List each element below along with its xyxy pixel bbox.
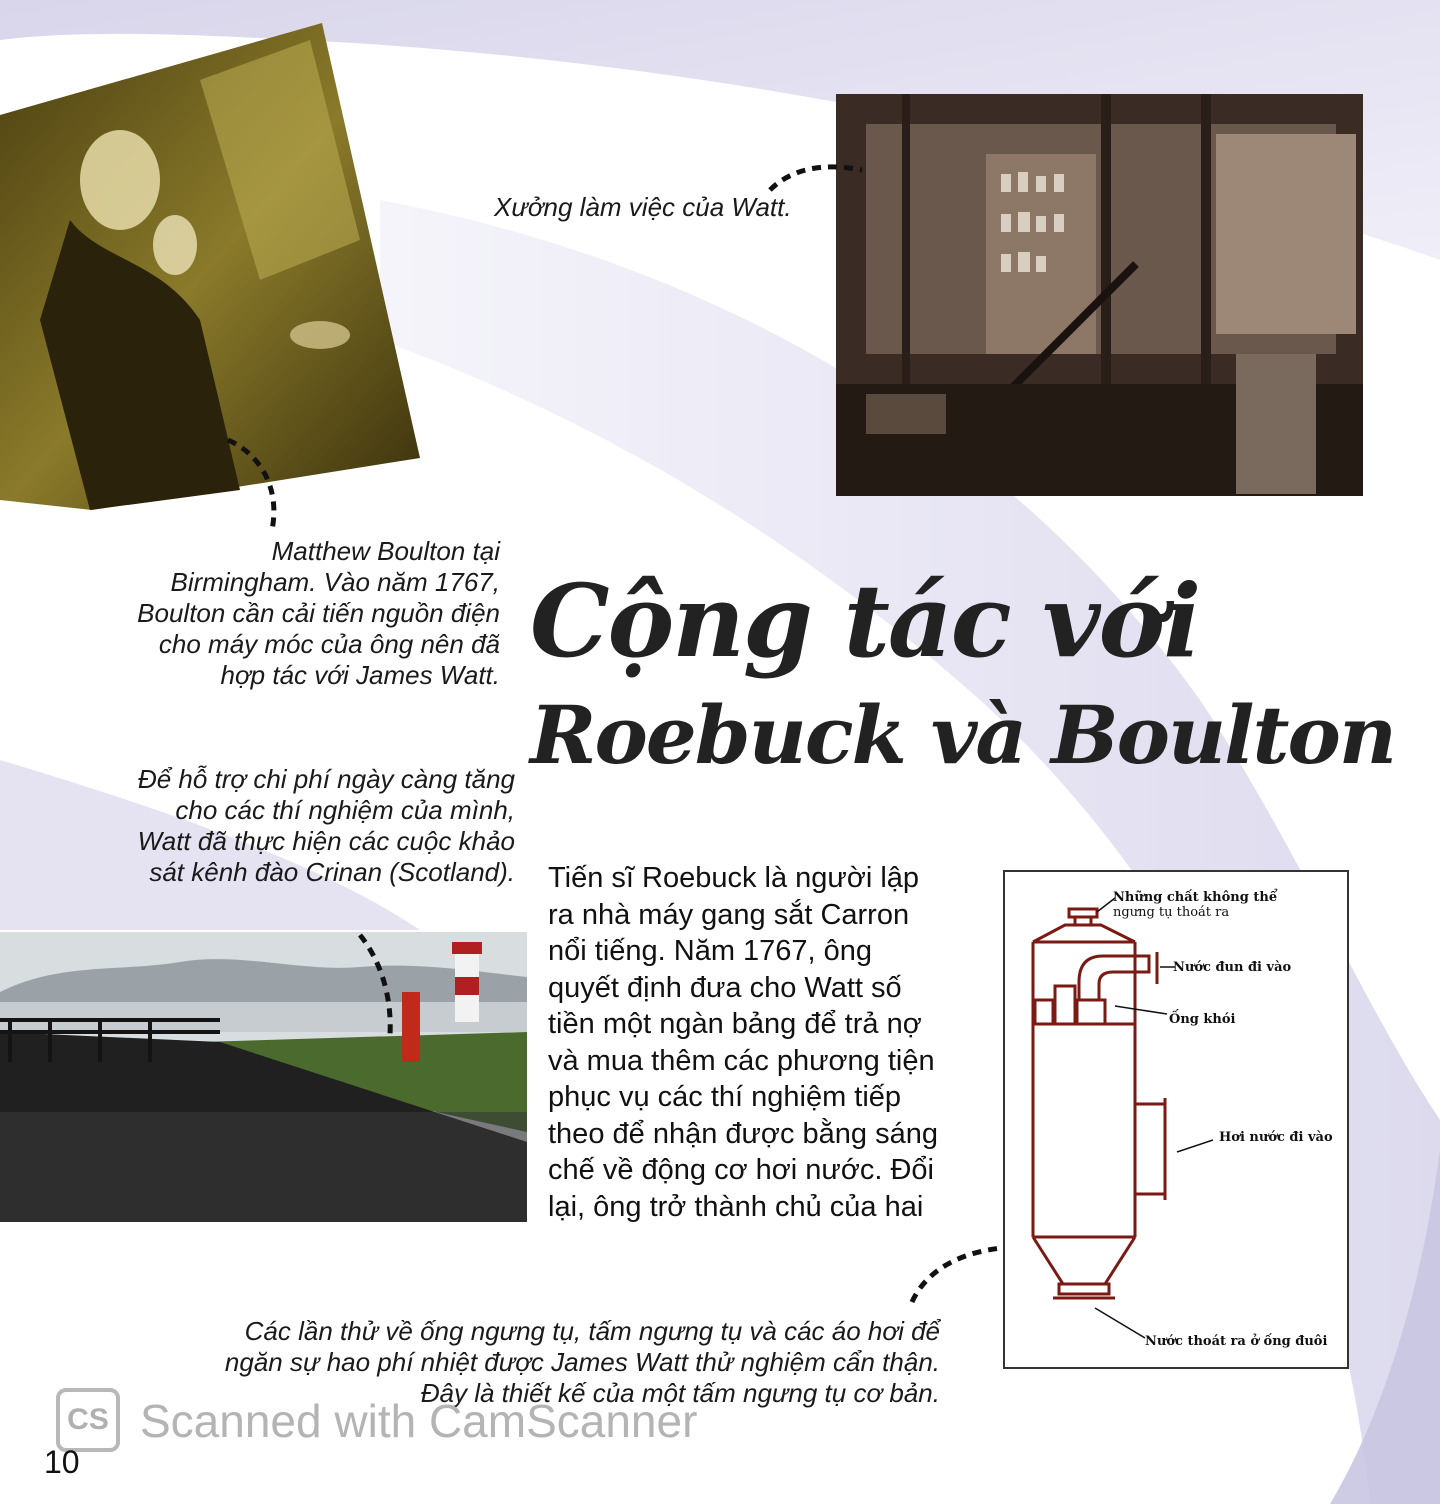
- canal-caption: Để hỗ trợ chi phí ngày càng tăng cho các thí nghiệm của mình, Watt đã thực hiện các cuộc khảo sát kênh đào Crinan (Scotland).: [137, 764, 515, 887]
- page-number: 10: [44, 1444, 80, 1480]
- diagram-label-steam-in: Hơi nước đi vào: [1219, 1130, 1333, 1145]
- camscanner-logo-icon: CS: [56, 1388, 120, 1452]
- workshop-caption: Xưởng làm việc của Watt.: [494, 192, 792, 222]
- body-paragraph: Tiến sĩ Roebuck là người lập ra nhà máy gang sắt Carron nổi tiếng. Năm 1767, ông quyết định đưa cho Watt số tiền một ngàn bảng để trả nợ và mua thêm các phương tiện phục vụ các thí nghiệm tiếp theo để nhận được bằng sáng chế về động cơ hơi nước. Đổi lại, ông trở thành chủ của hai: [548, 862, 938, 1223]
- diagram-label-drain: Nước thoát ra ở ống đuôi: [1145, 1334, 1328, 1349]
- workshop-photo: [836, 94, 1363, 496]
- page-title-line2: Roebuck và Boulton: [530, 688, 1396, 782]
- diagram-label-noncondensable: Những chất không thể ngưng tụ thoát ra: [1113, 890, 1278, 920]
- boulton-caption: Matthew Boulton tại Birmingham. Vào năm 1767, Boulton cần cải tiến nguồn điện cho máy móc của ông nên đã hợp tác với James Watt.: [137, 536, 500, 690]
- diagram-label-hot-water: Nước đun đi vào: [1173, 960, 1292, 975]
- canal-photo: [0, 932, 527, 1222]
- camscanner-watermark: Scanned with CamScanner: [140, 1395, 698, 1447]
- condenser-caption: Các lần thử về ống ngưng tụ, tấm ngưng tụ và các áo hơi để ngăn sự hao phí nhiệt được James Watt thử nghiệm cẩn thận. Đây là thiết kế của một tấm ngưng tụ cơ bản.: [224, 1316, 940, 1408]
- boulton-portrait: [0, 20, 430, 520]
- diagram-label-chimney: Ống khói: [1169, 1012, 1236, 1027]
- condenser-diagram: [1003, 870, 1349, 1369]
- page-title-line1: Cộng tác với: [530, 562, 1200, 680]
